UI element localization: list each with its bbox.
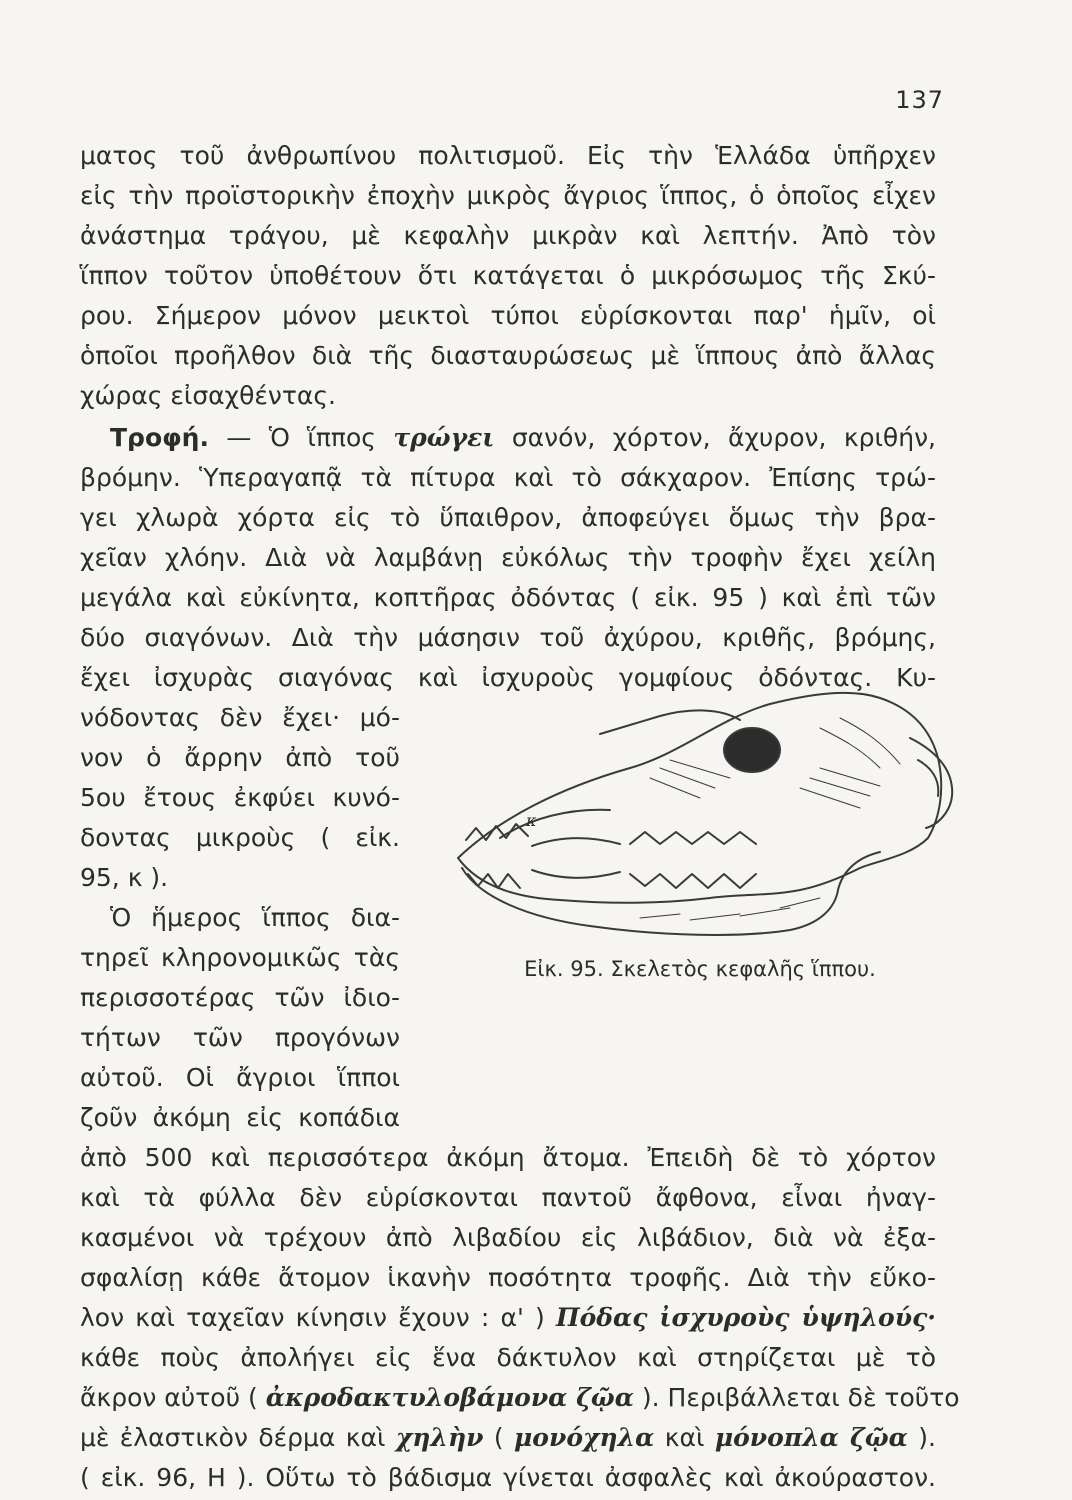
text-line: δύο σιαγόνων. Διὰ τὴν μάσησιν τοῦ ἀχύρου, κριθῆς, βρόμης, bbox=[80, 623, 936, 652]
horse-skull-figure bbox=[440, 668, 960, 950]
text-line bbox=[80, 1298, 936, 1338]
text-span: σανόν, χόρτον, ἄχυρον, κριθήν, bbox=[494, 423, 936, 452]
emphasis-text: τρώγει bbox=[393, 423, 495, 452]
text-span: μὲ ἐλαστικὸν δέρμα καὶ bbox=[80, 1423, 396, 1452]
text-line: ρου. Σήμερον μόνον μεικτοὶ τύποι εὑρίσκονται παρ' ἡμῖν, οἱ bbox=[80, 301, 936, 330]
text-span: ( bbox=[483, 1423, 514, 1452]
text-line: ὁποῖοι προῆλθον διὰ τῆς διασταυρώσεως μὲ ἵππους ἀπὸ ἄλλας bbox=[80, 341, 936, 370]
text-line: γει χλωρὰ χόρτα εἰς τὸ ὕπαιθρον, ἀποφεύγει ὅμως τὴν βρα- bbox=[80, 503, 936, 532]
text-line: καὶ τὰ φύλλα δὲν εὑρίσκονται παντοῦ ἄφθονα, εἶναι ἠναγ- bbox=[80, 1183, 936, 1212]
text-line: περισσοτέρας τῶν ἰδιο- bbox=[80, 983, 400, 1012]
vertebra bbox=[918, 760, 938, 796]
text-line: 5ου ἔτους ἐκφύει κυνό- bbox=[80, 783, 400, 812]
text-line: κάθε ποὺς ἀπολήγει εἰς ἕνα δάκτυλον καὶ στηρίζεται μὲ τὸ bbox=[80, 1343, 936, 1372]
text-line: μεγάλα καὶ εὐκίνητα, κοπτῆρας ὀδόντας ( εἰκ. 95 ) καὶ ἐπὶ τῶν bbox=[80, 583, 936, 612]
mandible bbox=[462, 852, 880, 935]
text-line: ἵππον τοῦτον ὑποθέτουν ὅτι κατάγεται ὁ μικρόσωμος τῆς Σκύ- bbox=[80, 261, 936, 290]
lower-teeth bbox=[468, 874, 756, 888]
emphasis-text: Πόδας ἰσχυροὺς ὑψηλούς· bbox=[555, 1303, 936, 1332]
text-span: — Ὁ ἵππος bbox=[208, 423, 394, 452]
text-line: ζοῦν ἀκόμη εἰς κοπάδια bbox=[80, 1103, 400, 1132]
diastema bbox=[532, 838, 620, 878]
text-line bbox=[80, 1418, 936, 1458]
emphasis-text: μονόχηλα bbox=[514, 1423, 655, 1452]
horse-skull-illustration bbox=[440, 668, 960, 950]
text-line: χώρας εἰσαχθέντας. bbox=[80, 381, 337, 410]
eye-orbit bbox=[724, 728, 780, 772]
figure-caption: Εἰκ. 95. Σκελετὸς κεφαλῆς ἵππου. bbox=[524, 957, 876, 981]
text-line: τηρεῖ κληρονομικῶς τὰς bbox=[80, 943, 400, 972]
text-line: βρόμην. Ὑπεραγαπᾷ τὰ πίτυρα καὶ τὸ σάκχαρον. Ἐπίσης τρώ- bbox=[80, 463, 936, 492]
section-line-trofi bbox=[80, 418, 936, 458]
ear-process bbox=[600, 710, 740, 734]
text-span: ἄκρον αὐτοῦ ( bbox=[80, 1383, 266, 1412]
text-line: σφαλίσῃ κάθε ἄτομον ἱκανὴν ποσότητα τροφῆς. Διὰ τὴν εὔκο- bbox=[80, 1263, 936, 1292]
text-line: αὐτοῦ. Οἱ ἄγριοι ἵπποι bbox=[80, 1063, 400, 1092]
text-span: καὶ bbox=[654, 1423, 715, 1452]
text-span: λον καὶ ταχεῖαν κίνησιν ἔχουν : α' ) bbox=[80, 1303, 556, 1332]
text-line bbox=[80, 898, 400, 938]
text-line: ( εἰκ. 96, Η ). Οὕτω τὸ βάδισμα γίνεται ἀσφαλὲς καὶ ἀκούραστον. bbox=[80, 1463, 936, 1492]
text-line: ἀνάστημα τράγου, μὲ κεφαλὴν μικρὰν καὶ λεπτήν. Ἀπὸ τὸν bbox=[80, 221, 936, 250]
emphasis-text: ἀκροδακτυλοβάμονα ζῷα bbox=[265, 1383, 634, 1412]
text-span: ). Περιβάλλεται δὲ τοῦτο bbox=[633, 1383, 960, 1412]
text-line: τήτων τῶν προγόνων bbox=[80, 1023, 400, 1052]
vertebra bbox=[910, 738, 952, 828]
text-line: εἰς τὴν προϊστορικὴν ἐποχὴν μικρὸς ἄγριος ἵππος, ὁ ὁποῖος εἶχεν bbox=[80, 181, 936, 210]
text-line: νόδοντας δὲν ἔχει· μό- bbox=[80, 703, 400, 732]
text-line: 95, κ ). bbox=[80, 863, 169, 892]
text-span: ). bbox=[907, 1423, 936, 1452]
page-number: 137 bbox=[895, 86, 944, 114]
text-line: δοντας μικροὺς ( εἰκ. bbox=[80, 823, 400, 852]
text-line: ἀπὸ 500 καὶ περισσότερα ἀκόμη ἄτομα. Ἐπειδὴ δὲ τὸ χόρτον bbox=[80, 1143, 936, 1172]
canine-label: κ bbox=[526, 811, 537, 830]
text-span: Ὁ ἥμερος ἵππος δια- bbox=[110, 903, 400, 932]
text-line: νον ὁ ἄρρην ἀπὸ τοῦ bbox=[80, 743, 400, 772]
section-heading: Τροφή. bbox=[110, 423, 209, 452]
text-line: κασμένοι νὰ τρέχουν ἀπὸ λιβαδίου εἰς λιβάδιον, διὰ νὰ ἐξα- bbox=[80, 1223, 936, 1252]
emphasis-text: μόνοπλα ζῷα bbox=[714, 1423, 908, 1452]
text-line: χεῖαν χλόην. Διὰ νὰ λαμβάνῃ εὐκόλως τὴν τροφὴν ἔχει χείλη bbox=[80, 543, 936, 572]
emphasis-text: χηλὴν bbox=[395, 1423, 484, 1452]
text-line bbox=[80, 1378, 960, 1418]
text-line: ματος τοῦ ἀνθρωπίνου πολιτισμοῦ. Εἰς τὴν Ἑλλάδα ὑπῆρχεν bbox=[80, 141, 936, 170]
text-line: ἔχει ἰσχυρὰς σιαγόνας καὶ ἰσχυροὺς γομφίους ὀδόντας. Κυ- bbox=[80, 663, 936, 692]
